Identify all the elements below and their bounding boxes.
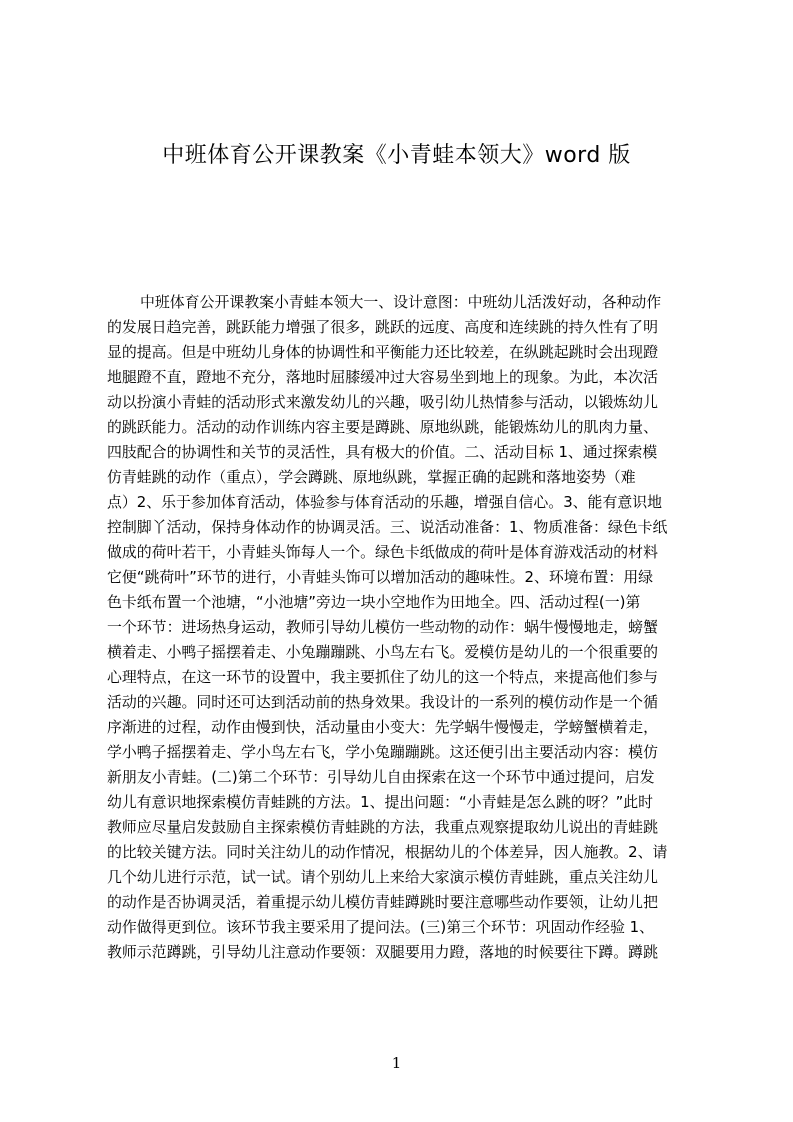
body-line: 显的提高。但是中班幼儿身体的协调性和平衡能力还比较差，在纵跳起跳时会出现蹬 bbox=[107, 343, 658, 361]
body-line: 控制脚丫活动，保持身体动作的协调灵活。三、说活动准备：1、物质准备：绿色卡纸 bbox=[107, 518, 668, 536]
body-line: 的跳跃能力。活动的动作训练内容主要是蹲跳、原地纵跳，能锻炼幼儿的肌肉力量、 bbox=[107, 418, 658, 436]
body-line: 中班体育公开课教案小青蛙本领大一、设计意图：中班幼儿活泼好动，各种动作 bbox=[140, 293, 662, 311]
body-line: 的动作是否协调灵活，着重提示幼儿模仿青蛙蹲跳时要注意哪些动作要领，让幼儿把 bbox=[107, 893, 658, 911]
body-line: 心理特点，在这一环节的设置中，我主要抓住了幼儿的这一个特点，来提高他们参与 bbox=[107, 668, 658, 686]
body-line: 的比较关键方法。同时关注幼儿的动作情况，根据幼儿的个体差异，因人施教。2、请 bbox=[107, 843, 668, 861]
body-line: 新朋友小青蛙。(二)第二个环节：引导幼儿自由探索在这一个环节中通过提问，启发 bbox=[107, 768, 655, 786]
body-line: 做成的荷叶若干，小青蛙头饰每人一个。绿色卡纸做成的荷叶是体育游戏活动的材料 bbox=[107, 543, 658, 561]
body-line: 学小鸭子摇摆着走、学小鸟左右飞，学小兔蹦蹦跳。这还便引出主要活动内容：模仿 bbox=[107, 743, 658, 761]
body-line: 的发展日趋完善，跳跃能力增强了很多，跳跃的远度、高度和连续跳的持久性有了明 bbox=[107, 318, 658, 336]
body-line: 仿青蛙跳的动作（重点），学会蹲跳、原地纵跳，掌握正确的起跳和落地姿势（难 bbox=[107, 468, 636, 486]
body-line: 一个环节：进场热身运动，教师引导幼儿模仿一些动物的动作：蜗牛慢慢地走，螃蟹 bbox=[107, 618, 658, 636]
body-line: 幼儿有意识地探索模仿青蛙跳的方法。1、提出问题：“小青蛙是怎么跳的呀？”此时 bbox=[107, 793, 654, 811]
body-line: 教师应尽量启发鼓励自主探索模仿青蛙跳的方法，我重点观察提取幼儿说出的青蛙跳 bbox=[107, 818, 658, 836]
body-line: 横着走、小鸭子摇摆着走、小兔蹦蹦跳、小鸟左右飞。爱模仿是幼儿的一个很重要的 bbox=[107, 643, 658, 661]
body-line: 几个幼儿进行示范，试一试。请个别幼儿上来给大家演示模仿青蛙跳，重点关注幼儿 bbox=[107, 868, 658, 886]
body-line: 活动的兴趣。同时还可达到活动前的热身效果。我设计的一系列的模仿动作是一个循 bbox=[107, 693, 658, 711]
body-line: 它便“跳荷叶”环节的进行，小青蛙头饰可以增加活动的趣味性。2、环境布置：用绿 bbox=[107, 568, 654, 586]
body-line: 序渐进的过程，动作由慢到快，活动量由小变大：先学蜗牛慢慢走，学螃蟹横着走， bbox=[107, 718, 658, 736]
body-line: 教师示范蹲跳，引导幼儿注意动作要领：双腿要用力蹬，落地的时候要往下蹲。蹲跳 bbox=[107, 943, 658, 961]
body-line: 动以扮演小青蛙的活动形式来激发幼儿的兴趣，吸引幼儿热情参与活动，以锻炼幼儿 bbox=[107, 393, 658, 411]
document-title: 中班体育公开课教案《小青蛙本领大》word 版 bbox=[162, 143, 631, 168]
page-number: 1 bbox=[391, 1054, 402, 1072]
body-line: 地腿蹬不直，蹬地不充分，落地时屈膝缓冲过大容易坐到地上的现象。为此，本次活 bbox=[107, 368, 658, 386]
body-line: 四肢配合的协调性和关节的灵活性，具有极大的价值。二、活动目标 1、通过探索模 bbox=[107, 443, 658, 461]
body-line: 动作做得更到位。该环节我主要采用了提问法。(三)第三个环节：巩固动作经验 1、 bbox=[107, 918, 654, 936]
body-text bbox=[107, 290, 699, 965]
body-line: 色卡纸布置一个池塘，“小池塘”旁边一块小空地作为田地全。四、活动过程(一)第 bbox=[107, 593, 641, 611]
body-line: 点）2、乐于参加体育活动，体验参与体育活动的乐趣，增强自信心。3、能有意识地 bbox=[107, 493, 663, 511]
